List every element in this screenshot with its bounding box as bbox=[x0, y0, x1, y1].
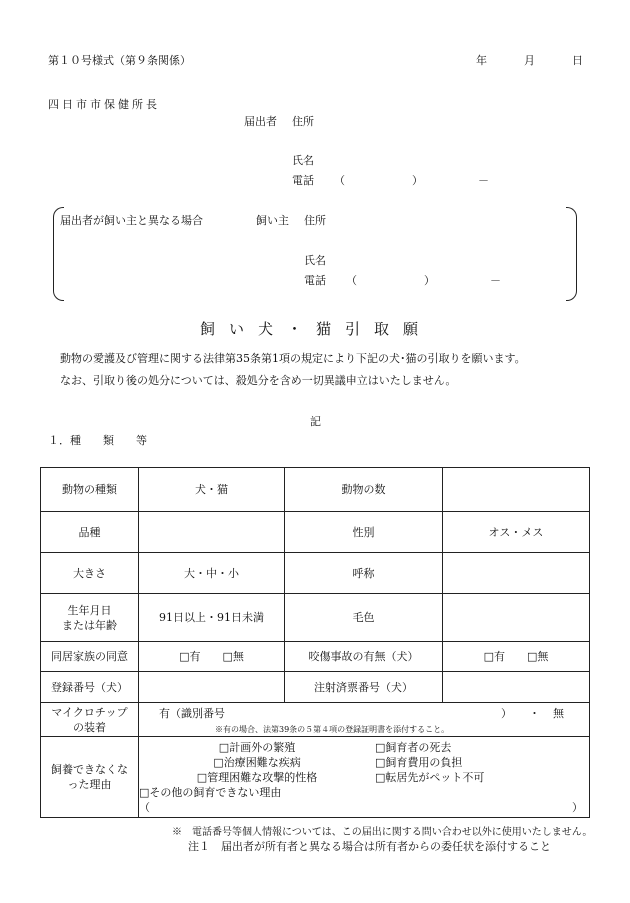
size-label: 大きさ bbox=[41, 553, 139, 594]
vaccination-tag-label: 注射済票番号（犬） bbox=[285, 672, 443, 703]
applicant-phone-dash: － bbox=[478, 174, 489, 187]
bite-accident-label: 咬傷事故の有無（犬） bbox=[285, 642, 443, 672]
owner-phone-open: （ bbox=[346, 274, 357, 287]
owner-phone-dash: － bbox=[490, 274, 501, 287]
animal-count-label: 動物の数 bbox=[285, 468, 443, 512]
age-value: 91日以上・91日未満 bbox=[139, 594, 285, 642]
owner-condition: 届出者が飼い主と異なる場合 bbox=[60, 214, 203, 227]
applicant-name-label: 氏名 bbox=[292, 154, 314, 167]
reason-unplanned-breeding-checkbox[interactable]: □計画外の繁殖 bbox=[218, 740, 296, 754]
bite-yes-checkbox[interactable]: □有 bbox=[483, 650, 505, 663]
animal-type-label: 動物の種類 bbox=[41, 468, 139, 512]
owner-phone-close: ） bbox=[424, 274, 435, 287]
applicant-address-label: 住所 bbox=[292, 115, 314, 128]
coat-value[interactable] bbox=[443, 594, 590, 642]
applicant-phone-close: ） bbox=[412, 174, 423, 187]
applicant-phone-label: 電話 bbox=[292, 174, 314, 187]
reason-owner-death-checkbox[interactable]: □飼育者の死去 bbox=[375, 740, 452, 754]
reason-other-checkbox[interactable]: □その他の飼育できない理由 bbox=[139, 785, 282, 799]
privacy-note: ※ 電話番号等個人情報については、この届出に関する問い合わせ以外に使用いたしません。 bbox=[172, 827, 593, 838]
breed-label: 品種 bbox=[41, 512, 139, 553]
size-value: 大・中・小 bbox=[139, 553, 285, 594]
sex-value: オス・メス bbox=[443, 512, 590, 553]
body-line-2: なお、引取り後の処分については、殺処分を含め一切異議申立はいたしません。 bbox=[60, 374, 457, 387]
owner-phone-label: 電話 bbox=[304, 274, 326, 287]
registration-number-label: 登録番号（犬） bbox=[41, 672, 139, 703]
microchip-label-line-2: の装着 bbox=[73, 720, 106, 734]
animal-type-value: 犬・猫 bbox=[139, 468, 285, 512]
applicant-label: 届出者 bbox=[244, 115, 277, 128]
age-label-line-1: 生年月日 bbox=[67, 603, 112, 617]
age-label bbox=[41, 594, 139, 642]
registration-number-value[interactable] bbox=[139, 672, 285, 703]
microchip-note: ※有の場合、法第39条の５第４項の登録証明書を添付すること。 bbox=[215, 724, 450, 734]
addressee: 四日市市保健所長 bbox=[48, 98, 160, 111]
reason-checklist bbox=[139, 737, 590, 818]
date-year-label: 年 bbox=[476, 54, 487, 67]
reason-other-close-paren: ） bbox=[572, 800, 583, 814]
call-name-value[interactable] bbox=[443, 553, 590, 594]
section-1-heading: １．種 類 等 bbox=[48, 434, 147, 447]
call-name-label: 呼称 bbox=[285, 553, 443, 594]
family-consent-no-checkbox[interactable]: □無 bbox=[222, 650, 244, 663]
family-consent-label: 同居家族の同意 bbox=[41, 642, 139, 672]
microchip-label bbox=[41, 703, 139, 737]
age-label-line-2: または年齢 bbox=[62, 618, 117, 632]
owner-name-label: 氏名 bbox=[304, 254, 326, 267]
sex-label: 性別 bbox=[285, 512, 443, 553]
reason-other-open-paren: （ bbox=[139, 800, 150, 814]
owner-label: 飼い主 bbox=[256, 214, 289, 227]
note-1: 注１ 届出者が所有者と異なる場合は所有者からの委任状を添付すること bbox=[188, 840, 551, 853]
animal-info-table bbox=[40, 467, 590, 818]
owner-address-label: 住所 bbox=[304, 214, 326, 227]
bite-no-checkbox[interactable]: □無 bbox=[527, 650, 549, 663]
owner-bracket-right bbox=[566, 207, 577, 301]
microchip-close-paren: ） bbox=[501, 706, 512, 720]
animal-count-value[interactable] bbox=[443, 468, 590, 512]
document-title: 飼い犬・猫引取願 bbox=[200, 320, 433, 338]
vaccination-tag-value[interactable] bbox=[443, 672, 590, 703]
applicant-phone-open: （ bbox=[334, 174, 345, 187]
reason-untreatable-disease-checkbox[interactable]: □治療困難な疾病 bbox=[213, 755, 301, 769]
family-consent-yes-checkbox[interactable]: □有 bbox=[179, 650, 201, 663]
microchip-separator: ・ bbox=[529, 706, 540, 720]
family-consent-value bbox=[139, 642, 285, 672]
reason-label-line-2: った理由 bbox=[67, 778, 112, 791]
reason-cost-burden-checkbox[interactable]: □飼育費用の負担 bbox=[375, 755, 463, 769]
date-day-label: 日 bbox=[572, 54, 583, 67]
microchip-none: 無 bbox=[553, 706, 564, 720]
microchip-value bbox=[139, 703, 590, 737]
bite-accident-value bbox=[443, 642, 590, 672]
coat-label: 毛色 bbox=[285, 594, 443, 642]
breed-value[interactable] bbox=[139, 512, 285, 553]
form-number: 第１０号様式（第９条関係） bbox=[48, 54, 191, 67]
reason-label-line-1: 飼養できなくな bbox=[51, 763, 128, 776]
reason-no-pets-allowed-checkbox[interactable]: □転居先がペット不可 bbox=[375, 770, 485, 784]
microchip-has: 有（識別番号 bbox=[159, 706, 225, 720]
microchip-label-line-1: マイクロチップ bbox=[51, 705, 128, 719]
body-line-1: 動物の愛護及び管理に関する法律第35条第1項の規定により下記の犬･猫の引取りを願います。 bbox=[60, 352, 526, 365]
reason-label bbox=[41, 737, 139, 818]
ki-marker: 記 bbox=[310, 415, 321, 428]
date-month-label: 月 bbox=[524, 54, 535, 67]
reason-aggressive-temperament-checkbox[interactable]: □管理困難な攻撃的性格 bbox=[196, 770, 318, 784]
